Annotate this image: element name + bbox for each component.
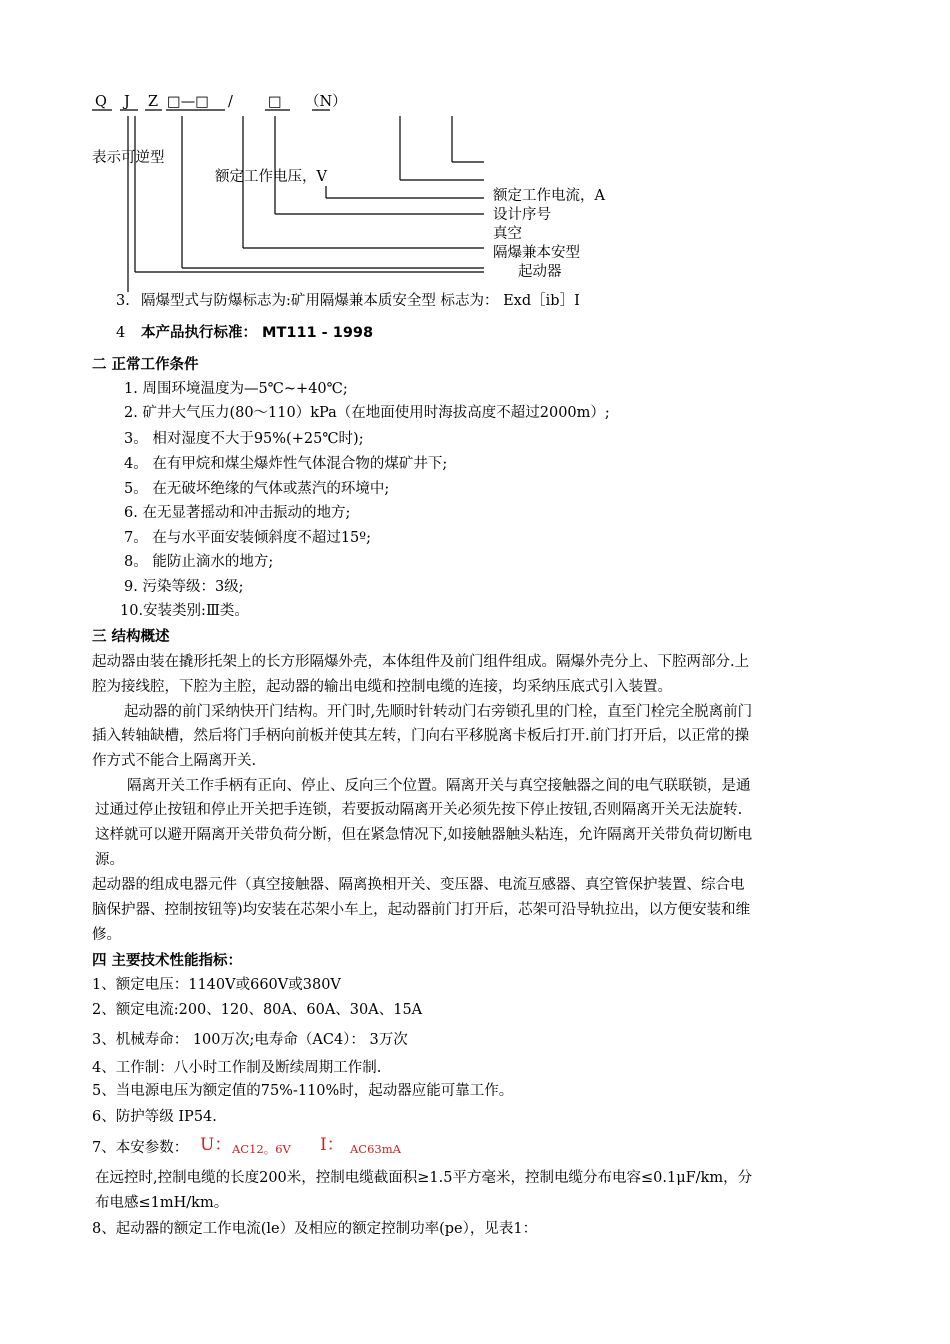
item4-num: 4 [116,325,126,341]
list-item: 8。 能防止滴水的地方; [124,554,274,570]
section3-p3-line1: 隔离开关工作手柄有正向、停止、反向三个位置。隔离开关与真空接触器之间的电气联联锁，是通 [127,778,751,794]
label-rated-current: 额定工作电流，A [493,188,605,204]
code-char-z: Z [148,94,159,110]
section3-title: 三 结构概述 [92,629,170,645]
spec-is-i-label: I： [320,1135,344,1155]
spec-remote-line2: 布电感≤1mH/km。 [95,1195,229,1211]
spec-remote-line1: 在远控时,控制电缆的长度200米，控制电缆截面积≥1.5平方毫米，控制电缆分布电容≤0.1μF/km，分 [95,1170,753,1186]
spec-voltage-range: 5、当电源电压为额定值的75%-110%时，起动器应能可靠工作。 [92,1083,514,1099]
list-item: 7。 在与水平面安装倾斜度不超过15º; [124,530,371,546]
section3-p2-line3: 作方式不能合上隔离开关. [92,753,257,769]
spec-life: 3、机械寿命： 100万次;电寿命（AC4）： 3万次 [92,1032,408,1048]
label-explosion-proof: 隔爆兼本安型 [493,245,580,261]
code-char-box: □ [268,94,282,110]
section3-p2-line1: 起动器的前门采纳快开门结构。开门时,先顺时针转动门右旁锁孔里的门栓，直至门栓完全脱离前门 [124,704,753,720]
section3-p3-line4: 源。 [95,852,124,868]
section3-p1-line2: 腔为接线腔，下腔为主腔，起动器的输出电缆和控制电缆的连接，均采纳压底式引入装置。 [92,679,672,695]
label-starter: 起动器 [518,264,562,280]
spec-rated-power: 8、起动器的额定工作电流(le）及相应的额定控制功率(pe），见表1： [92,1221,538,1237]
spec-rated-current: 2、额定电流:200、120、80A、60A、30A、15A [92,1002,423,1018]
spec-duty: 4、工作制：八小时工作制及断续周期工作制. [92,1060,382,1076]
spec-is-i-value: AC63mA [350,1142,401,1156]
spec-protection: 6、防护等级 IP54. [92,1109,217,1125]
code-char-n: （N） [305,94,347,110]
list-item: 2. 矿井大气压力(80～110）kPa（在地面使用时海拔高度不超过2000m）; [124,405,610,421]
item3-num: 3. [116,293,130,309]
spec-is-u-label: U： [200,1135,232,1155]
code-char-q: Q [95,94,107,110]
code-char-slash: / [228,94,233,110]
label-design-seq: 设计序号 [493,207,551,223]
section3-p4-line3: 修。 [92,927,121,943]
item4-text: 本产品执行标准： MT111 - 1998 [141,325,374,341]
section4-title: 四 主要技术性能指标： [92,953,243,969]
code-char-j: J [124,94,130,110]
label-vacuum: 真空 [493,226,522,242]
list-item: 3。 相对湿度不大于95%(+25℃时); [124,431,364,447]
section3-p3-line2: 过通过停止按钮和停止开关把手连锁，若要扳动隔离开关必须先按下停止按钮,否则隔离开关无法旋转. [95,802,743,818]
list-item: 10.安装类别:Ⅲ类。 [120,603,249,619]
list-item: 4。 在有甲烷和煤尘爆炸性气体混合物的煤矿井下; [124,456,448,472]
list-item: 1. 周围环境温度为—5℃~+40℃; [124,381,348,397]
list-item: 9. 污染等级：3级; [124,579,244,595]
spec-rated-voltage: 1、额定电压：1140V或660V或380V [92,977,341,993]
section3-p3-line3: 这样就可以避开隔离开关带负荷分断，但在紧急情况下,如接触器触头粘连，允许隔离开关带负荷切断电 [95,827,753,843]
spec-is-u-value: AC12。6V [232,1142,291,1156]
list-item: 6. 在无显著摇动和冲击振动的地方; [124,505,351,521]
section3-p4-line2: 脑保护器、控制按钮等)均安装在芯架小车上，起动器前门打开后，芯架可沿导轨拉出，以方便安装和维 [92,902,751,918]
section2-title: 二 正常工作条件 [92,357,199,373]
spec-is-prefix: 7、本安参数： [92,1140,189,1156]
section3-p4-line1: 起动器的组成电器元件（真空接触器、隔离换相开关、变压器、电流互感器、真空管保护装置、综合电 [92,877,745,893]
list-item: 5。 在无破坏绝缘的气体或蒸汽的环境中; [124,481,390,497]
section3-p1-line1: 起动器由装在撬形托架上的长方形隔爆外壳，本体组件及前门组件组成。隔爆外壳分上、下腔两部分.上 [92,654,750,670]
section3-p2-line2: 插入转轴缺槽，然后将门手柄向前板并使其左转，门向右平移脱离卡板后打开.前门打开后，以正常的操 [92,728,750,744]
label-rated-voltage: 额定工作电压，V [215,169,327,185]
item3-text: 隔爆型式与防爆标志为:矿用隔爆兼本质安全型 标志为： Exd［ib］Ⅰ [141,293,580,309]
label-reversible: 表示可逆型 [92,150,165,166]
code-char-box-dash-box: □—□ [167,94,209,110]
